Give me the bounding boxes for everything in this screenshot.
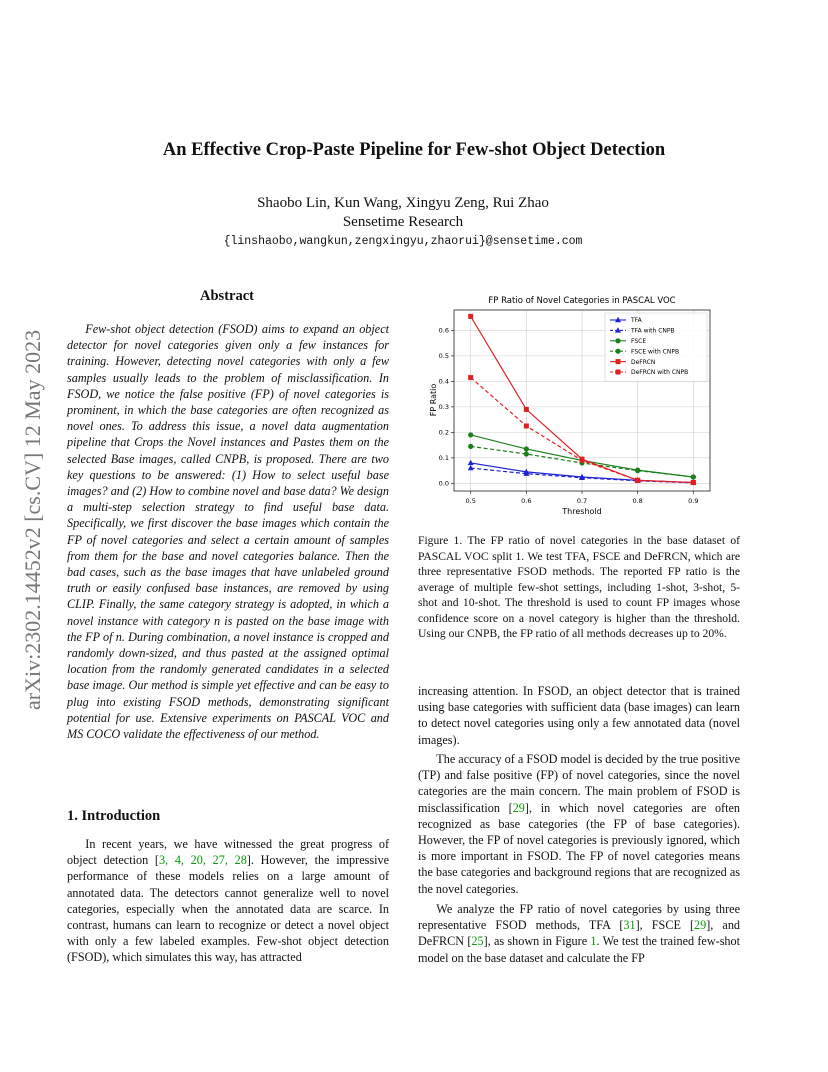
- text-part: . We test the trained few-shot model on the base dataset and calculate the FP: [418, 934, 741, 965]
- citation-link[interactable]: 29: [694, 918, 707, 933]
- citation-link[interactable]: 3, 4, 20, 27, 28: [158, 853, 247, 868]
- introduction-paragraph: [67, 836, 389, 966]
- text-part: ], and DeFRCN [: [418, 918, 741, 949]
- legend-swatch-marker: [616, 359, 621, 364]
- y-tick-label: 0.3: [438, 403, 449, 412]
- figure-caption: Figure 1. The FP ratio of novel categories in the base dataset of PASCAL VOC split 1. We test TFA, FSCE and DeFRCN, which are three representative FSOD methods. The reported FP ratio is the average of multiple few-shot settings, including 1-shot, 3-shot, 5-shot and 10-shot. The threshold is used to count FP images whose confidence score on a novel category is higher than the threshold. Using our CNPB, the FP ratio of all methods decreases up to 20%.: [418, 534, 740, 640]
- legend-swatch-marker: [616, 370, 621, 375]
- legend-label: DeFRCN: [631, 358, 656, 366]
- data-point-defrcn: [468, 314, 473, 319]
- legend-label: TFA: [631, 317, 642, 325]
- citation-link[interactable]: 29: [512, 800, 525, 815]
- abstract-heading: Abstract: [200, 288, 254, 304]
- body-paragraph: [418, 901, 740, 966]
- legend-label: DeFRCN with CNPB: [631, 369, 689, 377]
- data-point-tfa-with-cnpb: [468, 465, 474, 470]
- arxiv-identifier: arXiv:2302.14452v2 [cs.CV] 12 May 2023: [20, 329, 45, 711]
- text-part: We analyze the FP ratio of novel categories by using three representative FSOD methods, TFA [: [418, 902, 740, 933]
- x-tick-label: 0.8: [632, 497, 643, 505]
- introduction-heading: 1. Introduction: [67, 808, 161, 824]
- data-point-fsce-with-cnpb: [468, 444, 473, 449]
- citation-link[interactable]: 25: [471, 934, 484, 949]
- text-part: ], FSCE [: [635, 918, 695, 933]
- data-point-fsce: [524, 446, 529, 451]
- x-tick-label: 0.5: [465, 497, 476, 505]
- intro-text-part: ]. However, the impressive performance of these models relies on a large amount of annotated data. The detectors cannot generalize well to novel categories, especially when the annotated data are scarce. In contrast, humans can learn to recognize or detect a novel object with only a few labeled examples. Few-shot object detection (FSOD), which simulates this way, has attracted: [67, 853, 389, 965]
- legend-label: FSCE with CNPB: [631, 348, 680, 356]
- text-part: ], in which novel categories are often recognized as base categories (the FP of base categories). However, the FP of novel categories is previously ignored, which is more important in FSOD. The FP of novel categories means the base categories and background regions that are recognized as the novel categories.: [418, 800, 741, 896]
- legend-swatch-marker: [615, 338, 620, 343]
- data-point-fsce-with-cnpb: [524, 451, 529, 456]
- paper-title: An Effective Crop-Paste Pipeline for Few-shot Object Detection: [162, 140, 666, 160]
- x-tick-label: 0.6: [521, 497, 532, 505]
- intro-text-part: In recent years, we have witnessed the great progress of object detection [: [67, 837, 389, 868]
- data-point-tfa: [468, 460, 474, 465]
- y-tick-label: 0.5: [438, 352, 449, 361]
- data-point-defrcn-with-cnpb: [580, 458, 585, 463]
- fp-ratio-chart: [420, 288, 740, 523]
- x-tick-label: 0.9: [688, 497, 699, 505]
- data-point-defrcn-with-cnpb: [524, 423, 529, 428]
- citation-link[interactable]: 31: [623, 918, 636, 933]
- figure-reference-link[interactable]: 1: [590, 934, 597, 949]
- y-tick-label: 0.0: [438, 479, 449, 488]
- body-paragraph: increasing attention. In FSOD, an object detector that is trained using base categories with sufficient data (base images) can learn to detect novel categories using only a few annotated data (novel images).: [418, 684, 740, 747]
- legend-label: FSCE: [631, 338, 647, 345]
- data-point-defrcn: [524, 407, 529, 412]
- author-list: Shaobo Lin, Kun Wang, Xingyu Zeng, Rui Zhao: [257, 195, 549, 211]
- y-tick-label: 0.4: [438, 377, 449, 386]
- abstract-text: Few-shot object detection (FSOD) aims to expand an object detector for novel categories given only a few instances for training. However, detecting novel categories with only a few samples usually leads to the problem of misclassification. In FSOD, we notice the false positive (FP) of novel categories is prominent, in which the base categories are often recognized as novel ones. To address this issue, a novel data augmentation pipeline that Crops the Novel instances and Pastes them on the selected Base images, called CNPB, is proposed. There are two key questions to be answered: (1) How to select useful base images? and (2) How to combine novel and base data? We design a multi-step selection strategy to find useful base data. Specifically, we first discover the base images which contain the FP of novel categories and select a certain amount of samples from them for the base and novel categories balance. Then the bad cases, such as the base images that have unlabeled ground truth or easily confused base instances, are removed by using CLIP. Finally, the same category strategy is adopted, in which a novel instance with category n is pasted on the base image with the FP of n. During combination, a novel instance is cropped and randomly down-sized, and thus pasted at the assigned optimal location from the randomly generated candidates in a selected base image. Our method is simple yet effective and can be easy to plug into existing FSOD methods, demonstrating significant potential for use. Extensive experiments on PASCAL VOC and MS COCO validate the effectiveness of our method.: [67, 322, 389, 742]
- legend-swatch-marker: [615, 349, 620, 354]
- x-axis-label: Threshold: [562, 507, 602, 516]
- data-point-defrcn-with-cnpb: [635, 478, 640, 483]
- y-axis-label: FP Ratio: [429, 383, 438, 417]
- text-part: The accuracy of a FSOD model is decided by the true positive (TP) and false positive (FP) of novel categories, since the novel categories are the main concern. The main problem of FSOD is misclassification [: [418, 752, 740, 815]
- chart-legend: [605, 313, 707, 381]
- body-paragraph: [418, 751, 740, 897]
- chart-title: FP Ratio of Novel Categories in PASCAL VOC: [488, 296, 676, 306]
- author-emails: {linshaobo,wangkun,zengxingyu,zhaorui}@sensetime.com: [223, 235, 583, 248]
- text-part: ], as shown in Figure: [483, 934, 591, 949]
- data-point-fsce-with-cnpb: [691, 474, 696, 479]
- y-tick-label: 0.2: [438, 428, 449, 437]
- data-point-defrcn-with-cnpb: [468, 375, 473, 380]
- y-tick-label: 0.1: [438, 454, 449, 463]
- y-tick-label: 0.6: [438, 326, 449, 335]
- data-point-defrcn-with-cnpb: [691, 480, 696, 485]
- affiliation: Sensetime Research: [342, 214, 464, 230]
- data-point-fsce-with-cnpb: [635, 468, 640, 473]
- data-point-fsce: [468, 432, 473, 437]
- x-tick-label: 0.7: [576, 497, 588, 505]
- legend-label: TFA with CNPB: [631, 327, 675, 335]
